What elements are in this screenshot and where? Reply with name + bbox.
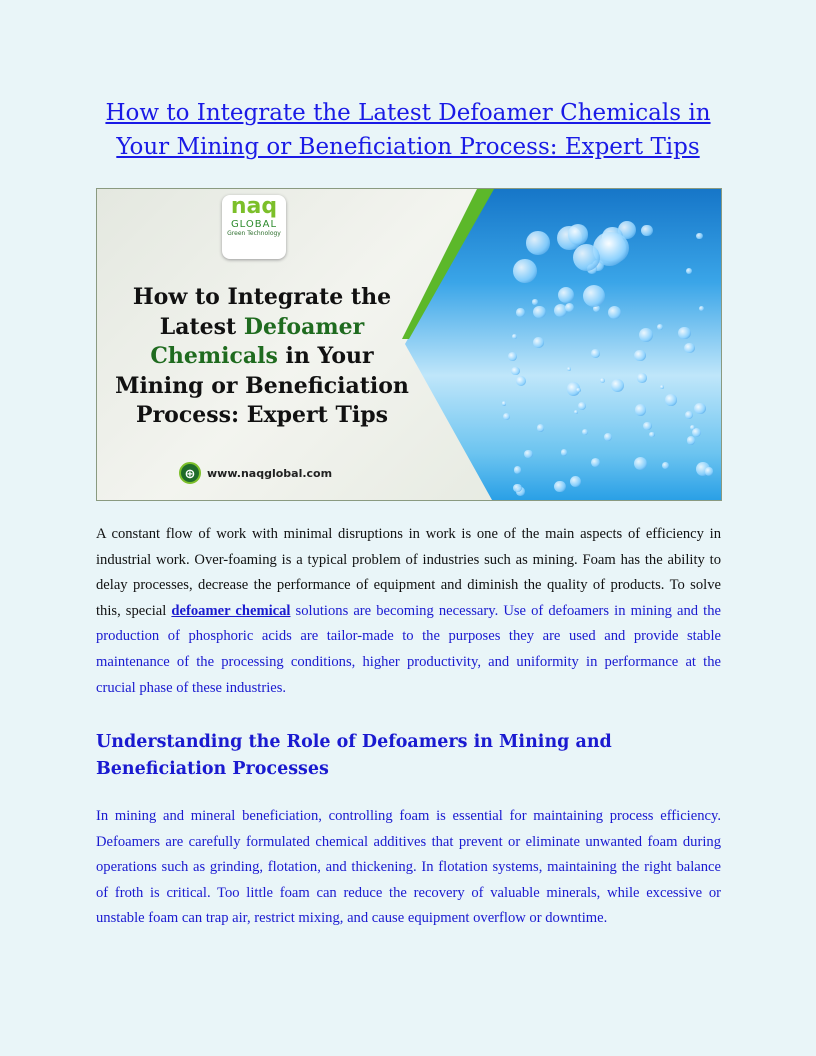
hero-heading-highlight: Defoamer Chemicals — [150, 313, 365, 369]
website-url: www.naqglobal.com — [207, 466, 333, 480]
bubble-decoration — [511, 367, 520, 376]
bubble-decoration — [635, 404, 646, 415]
page-title-link[interactable]: How to Integrate the Latest Defoamer Chemicals in Your Mining or Beneficiation Process: Expert Tips — [105, 100, 711, 160]
bubble-decoration — [637, 373, 647, 383]
bubble-decoration — [694, 403, 706, 415]
intro-text-continued: solutions are becoming necessary. Use of defoamers in mining and the production of phosphoric acids are tailor-made to the purposes they are used and provide stable maintenance of the processing conditions, higher productivity, and uniformity in performance at the crucial phase of these industries. — [96, 602, 721, 696]
bubble-decoration — [502, 401, 507, 406]
logo-main: naq — [230, 194, 278, 219]
intro-paragraph — [96, 522, 721, 701]
bubble-decoration — [526, 231, 550, 255]
bubble-decoration — [516, 376, 526, 386]
bubble-decoration — [554, 481, 565, 492]
bubble-decoration — [665, 394, 677, 406]
bubble-decoration — [537, 424, 545, 432]
bubble-decoration — [532, 299, 537, 304]
bubble-decoration — [573, 244, 600, 271]
bubble-decoration — [639, 328, 653, 342]
logo-tagline: Green Technology — [227, 230, 281, 237]
bubble-decoration — [533, 306, 545, 318]
bubble-decoration — [634, 350, 645, 361]
website-badge — [179, 462, 332, 484]
hero-heading-part: in Your Mining or Beneficiation Process: Expert Tips — [115, 343, 409, 428]
bubble-decoration — [604, 433, 612, 441]
bubble-decoration — [513, 259, 537, 283]
bubble-decoration — [516, 308, 525, 317]
intro-text: A constant flow of work with minimal disruptions in work is one of the main aspects of efficiency in industrial work. Over-foaming is a typical problem of industries such as mining. Foam has the ability to delay processes, decrease the performance of equipment and diminish the quality of products. To solve this, special — [96, 526, 721, 619]
logo-sub: GLOBAL — [230, 219, 278, 230]
bubble-decoration — [687, 436, 695, 444]
bubble-decoration — [513, 484, 521, 492]
hero-heading — [107, 283, 417, 431]
bubble-decoration — [524, 450, 533, 459]
bubble-decoration — [598, 233, 629, 264]
bubble-decoration — [692, 428, 701, 437]
bubble-decoration — [570, 476, 581, 487]
bubble-decoration — [600, 378, 605, 383]
globe-icon: ⊕ — [179, 462, 201, 484]
hero-heading-part: How to Integrate the Latest — [132, 284, 392, 340]
section-heading: Understanding the Role of Defoamers in Mining and Beneficiation Processes — [96, 732, 612, 779]
bubble-decoration — [512, 334, 517, 339]
naq-global-logo — [222, 195, 286, 259]
section-paragraph: In mining and mineral beneficiation, controlling foam is essential for maintaining process efficiency. Defoamers are carefully formulated chemical additives that prevent or eliminate unwanted foam during operations such as grinding, flotation, and thickening. In flotation systems, maintaining the right balance of froth is critical. Too little foam can reduce the recovery of valuable minerals, while excessive or unstable foam can trap air, restrict mixing, and cause equipment overflow or downtime. — [96, 808, 721, 927]
bubble-decoration — [649, 432, 655, 438]
bubble-decoration — [643, 422, 651, 430]
bubble-decoration — [662, 462, 669, 469]
bubble-decoration — [561, 449, 567, 455]
defoamer-chemical-link[interactable]: defoamer chemical — [171, 602, 291, 619]
bubble-decoration — [576, 388, 581, 393]
hero-image — [96, 188, 722, 501]
bubble-decoration — [684, 343, 695, 354]
bubble-decoration — [591, 349, 600, 358]
bubble-decoration — [696, 233, 702, 239]
bubble-decoration — [641, 225, 652, 236]
bubble-decoration — [678, 327, 690, 339]
bubble-decoration — [611, 379, 624, 392]
bubble-decoration — [567, 367, 571, 371]
bubble-decoration — [514, 466, 522, 474]
bubble-decoration — [660, 385, 664, 389]
bubble-decoration — [568, 224, 588, 244]
bubble-decoration — [533, 337, 544, 348]
